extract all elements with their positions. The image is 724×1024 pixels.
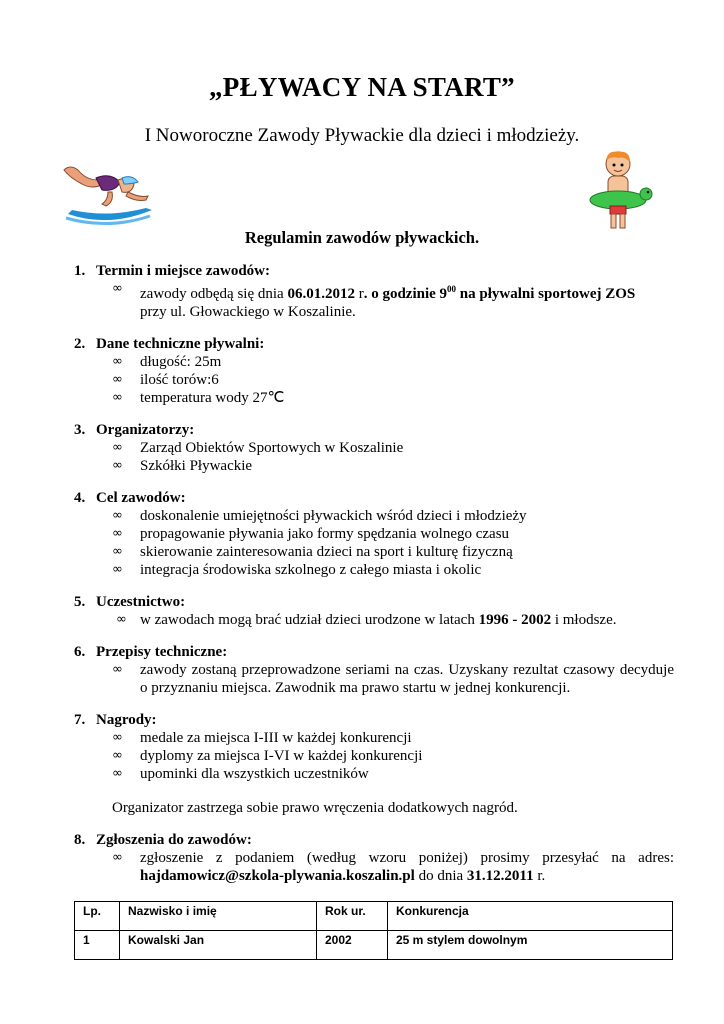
section-date-place	[74, 262, 674, 321]
table-header-row	[75, 902, 673, 931]
bullet-icon: ∞	[112, 508, 123, 523]
bullet-icon: ∞	[112, 730, 123, 745]
bullet-icon: ∞	[112, 372, 123, 387]
table-row	[75, 931, 673, 960]
list-item	[112, 849, 674, 885]
section-title: Dane techniczne pływalni:	[96, 336, 265, 352]
bullet-icon: ∞	[112, 662, 123, 677]
table-cell: 25 m stylem dowolnym	[388, 931, 673, 960]
list-item	[112, 765, 674, 783]
item-text: dyplomy za miejsca I-VI w każdej konkurencji	[140, 748, 423, 764]
list-item	[112, 729, 674, 747]
list-item	[116, 611, 674, 629]
table-header-cell: Rok ur.	[317, 902, 388, 931]
registration-form-table	[74, 901, 673, 960]
document-subtitle: I Noworoczne Zawody Pływackie dla dzieci i młodzieży.	[144, 125, 580, 146]
item-text: doskonalenie umiejętności pływackich wśród dzieci i młodzieży	[140, 508, 527, 524]
event-time-minutes: 00	[447, 284, 457, 294]
bullet-icon: ∞	[112, 562, 123, 577]
section-title: Cel zawodów:	[96, 490, 186, 506]
bullet-icon: ∞	[112, 354, 123, 369]
bullet-icon: ∞	[112, 390, 123, 405]
item-text: w zawodach mogą brać udział dzieci urodzone w latach	[140, 612, 479, 628]
section-organizers	[74, 421, 674, 475]
section-number: 6.	[74, 644, 86, 660]
item-text: Szkółki Pływackie	[140, 458, 253, 474]
registration-email-link[interactable]: hajdamowicz@szkola-plywania.koszalin.pl	[140, 868, 415, 884]
regulations-body	[74, 262, 674, 899]
table-cell: 1	[75, 931, 120, 960]
item-text: upominki dla wszystkich uczestników	[140, 766, 369, 782]
item-text: medale za miejsca I-III w każdej konkurencji	[140, 730, 412, 746]
bullet-icon: ∞	[112, 544, 123, 559]
list-item	[112, 457, 674, 475]
regulations-heading: Regulamin zawodów pływackich.	[244, 228, 480, 247]
section-number: 3.	[74, 422, 86, 438]
table-cell: 2002	[317, 931, 388, 960]
document-title: „PŁYWACY NA START”	[209, 72, 515, 102]
table-cell: Kowalski Jan	[120, 931, 317, 960]
bullet-icon: ∞	[112, 526, 123, 541]
bullet-icon: ∞	[116, 612, 127, 627]
bullet-icon: ∞	[112, 458, 123, 473]
list-item	[112, 747, 674, 765]
list-item	[112, 661, 674, 697]
section-title: Nagrody:	[96, 712, 157, 728]
section-technical-rules	[74, 643, 674, 697]
event-time: o godzinie 9	[367, 286, 448, 302]
table-header-cell: Konkurencja	[388, 902, 673, 931]
section-number: 1.	[74, 263, 86, 279]
section-title: Termin i miejsce zawodów:	[96, 263, 270, 279]
list-item	[112, 543, 674, 561]
item-text: i młodsze.	[551, 612, 617, 628]
list-item	[112, 439, 674, 457]
event-place: na pływalni sportowej ZOS	[456, 286, 636, 302]
list-item	[112, 561, 674, 579]
bullet-icon: ∞	[112, 748, 123, 763]
prizes-note: Organizator zastrzega sobie prawo wręczenia dodatkowych nagród.	[112, 800, 518, 816]
child-with-swim-ring-clipart-icon	[584, 150, 654, 232]
item-text: Zarząd Obiektów Sportowych w Koszalinie	[140, 440, 404, 456]
section-goals	[74, 489, 674, 579]
registration-deadline: 31.12.2011	[466, 868, 534, 884]
item-text: temperatura wody 27℃	[140, 390, 285, 406]
item-text: r	[354, 286, 364, 302]
list-item	[112, 389, 674, 407]
section-pool-specs	[74, 335, 674, 407]
section-number: 8.	[74, 832, 86, 848]
section-title: Przepisy techniczne:	[96, 644, 228, 660]
item-text: ilość torów:6	[140, 372, 219, 388]
item-text: integracja środowiska szkolnego z całego miasta i okolic	[140, 562, 482, 578]
bullet-icon: ∞	[112, 766, 123, 781]
item-text: propagowanie pływania jako formy spędzania wolnego czasu	[140, 526, 510, 542]
section-registration	[74, 831, 674, 885]
section-title: Organizatorzy:	[96, 422, 195, 438]
section-number: 5.	[74, 594, 86, 610]
list-item	[112, 280, 674, 321]
event-date: 06.01.2012	[287, 286, 355, 302]
list-item	[112, 525, 674, 543]
event-address: przy ul. Głowackiego w Koszalinie.	[140, 304, 356, 320]
bullet-icon: ∞	[112, 281, 123, 296]
table-header-cell: Lp.	[75, 902, 120, 931]
diver-clipart-icon	[62, 158, 154, 226]
item-text: skierowanie zainteresowania dzieci na sport i kulturę fizyczną	[140, 544, 513, 560]
birth-years: 1996 - 2002	[478, 612, 552, 628]
section-number: 2.	[74, 336, 86, 352]
item-text: r.	[533, 868, 546, 884]
list-item	[112, 371, 674, 389]
list-item	[112, 507, 674, 525]
item-text: do dnia	[414, 868, 467, 884]
table-header-cell: Nazwisko i imię	[120, 902, 317, 931]
bullet-icon: ∞	[112, 440, 123, 455]
section-participation	[74, 593, 674, 629]
section-number: 7.	[74, 712, 86, 728]
section-title: Zgłoszenia do zawodów:	[96, 832, 252, 848]
list-item	[112, 353, 674, 371]
item-text: .	[363, 286, 368, 302]
item-text: długość: 25m	[140, 354, 222, 370]
section-number: 4.	[74, 490, 86, 506]
item-text: zawody odbędą się dnia	[140, 286, 288, 302]
section-title: Uczestnictwo:	[96, 594, 186, 610]
section-prizes	[74, 711, 674, 817]
item-text: zgłoszenie z podaniem (według wzoru poniżej) prosimy przesyłać na adres:	[140, 850, 674, 866]
bullet-icon: ∞	[112, 850, 123, 865]
item-text: zawody zostaną przeprowadzone seriami na czas. Uzyskany rezultat czasowy decyduje o przyznaniu miejsca. Zawodnik ma prawo startu w jednej konkurencji.	[140, 662, 674, 696]
